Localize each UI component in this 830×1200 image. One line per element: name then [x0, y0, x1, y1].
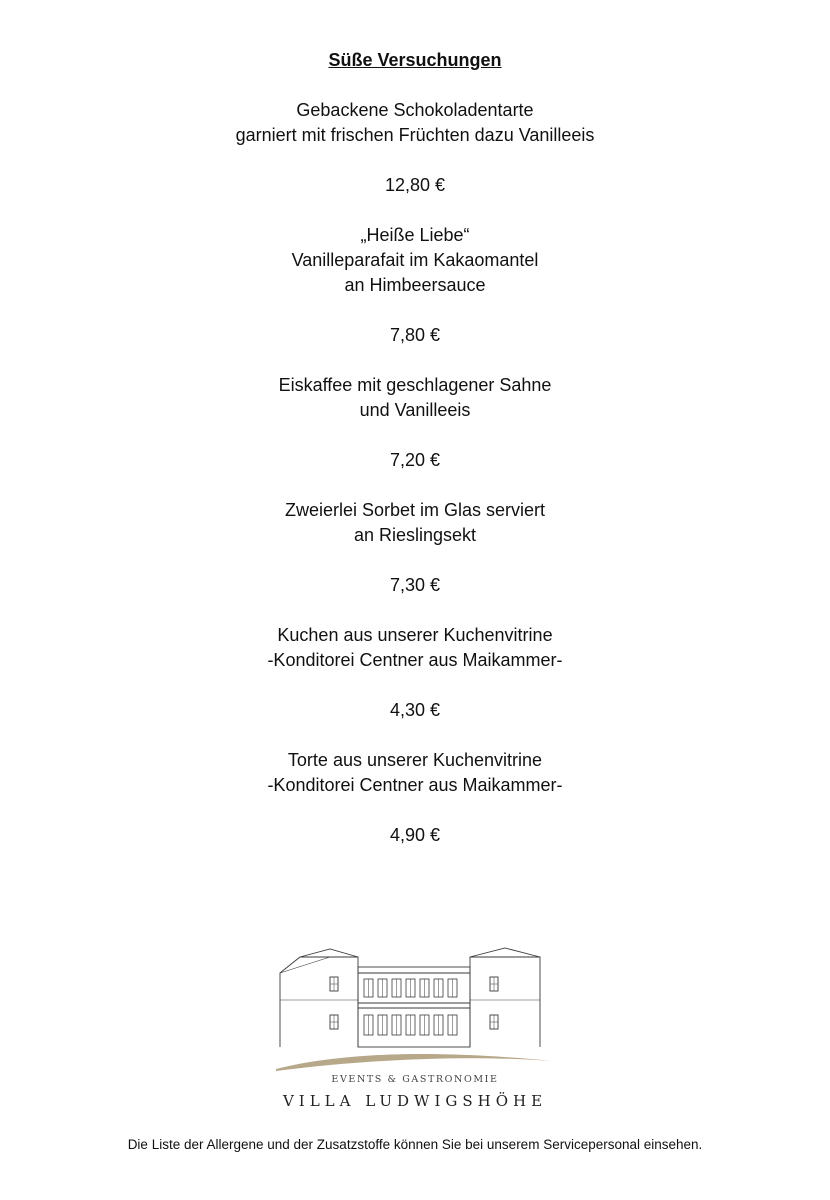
item-description-line: -Konditorei Centner aus Maikammer- — [267, 775, 563, 795]
item-description-line: Gebackene Schokoladentarte — [296, 100, 534, 120]
item-price: 7,20 € — [389, 450, 441, 470]
item-description-line: Eiskaffee mit geschlagener Sahne — [278, 375, 552, 395]
item-description-line: an Rieslingsekt — [353, 525, 477, 545]
villa-building-icon — [270, 945, 560, 1075]
item-price: 4,30 € — [389, 700, 441, 720]
logo-name: VILLA LUDWIGSHÖHE — [282, 1092, 548, 1110]
item-description-line: garniert mit frischen Früchten dazu Vanilleeis — [235, 125, 595, 145]
item-price: 7,30 € — [389, 575, 441, 595]
menu-item — [0, 748, 830, 848]
item-description-line: und Vanilleeis — [359, 400, 471, 420]
item-price: 7,80 € — [389, 325, 441, 345]
menu-item — [0, 498, 830, 598]
villa-logo — [270, 945, 560, 1115]
item-description-line: Kuchen aus unserer Kuchenvitrine — [277, 625, 553, 645]
item-price: 4,90 € — [389, 825, 441, 845]
logo-swoosh — [276, 1054, 552, 1071]
allergen-note: Die Liste der Allergene und der Zusatzstoffe können Sie bei unserem Servicepersonal einsehen. — [127, 1137, 703, 1152]
item-description-line: Vanilleparafait im Kakaomantel — [291, 250, 539, 270]
item-description-line: -Konditorei Centner aus Maikammer- — [267, 650, 563, 670]
menu-item — [0, 373, 830, 473]
menu-title: Süße Versuchungen — [328, 50, 502, 70]
item-description-line: „Heiße Liebe“ — [360, 225, 470, 245]
menu-item — [0, 623, 830, 723]
dessert-menu — [0, 48, 830, 873]
item-description-line: Zweierlei Sorbet im Glas serviert — [284, 500, 546, 520]
item-description-line: Torte aus unserer Kuchenvitrine — [287, 750, 543, 770]
item-description-line: an Himbeersauce — [344, 275, 486, 295]
menu-item — [0, 98, 830, 198]
menu-item — [0, 223, 830, 348]
item-price: 12,80 € — [384, 175, 446, 195]
logo-subtitle: EVENTS & GASTRONOMIE — [331, 1074, 499, 1085]
